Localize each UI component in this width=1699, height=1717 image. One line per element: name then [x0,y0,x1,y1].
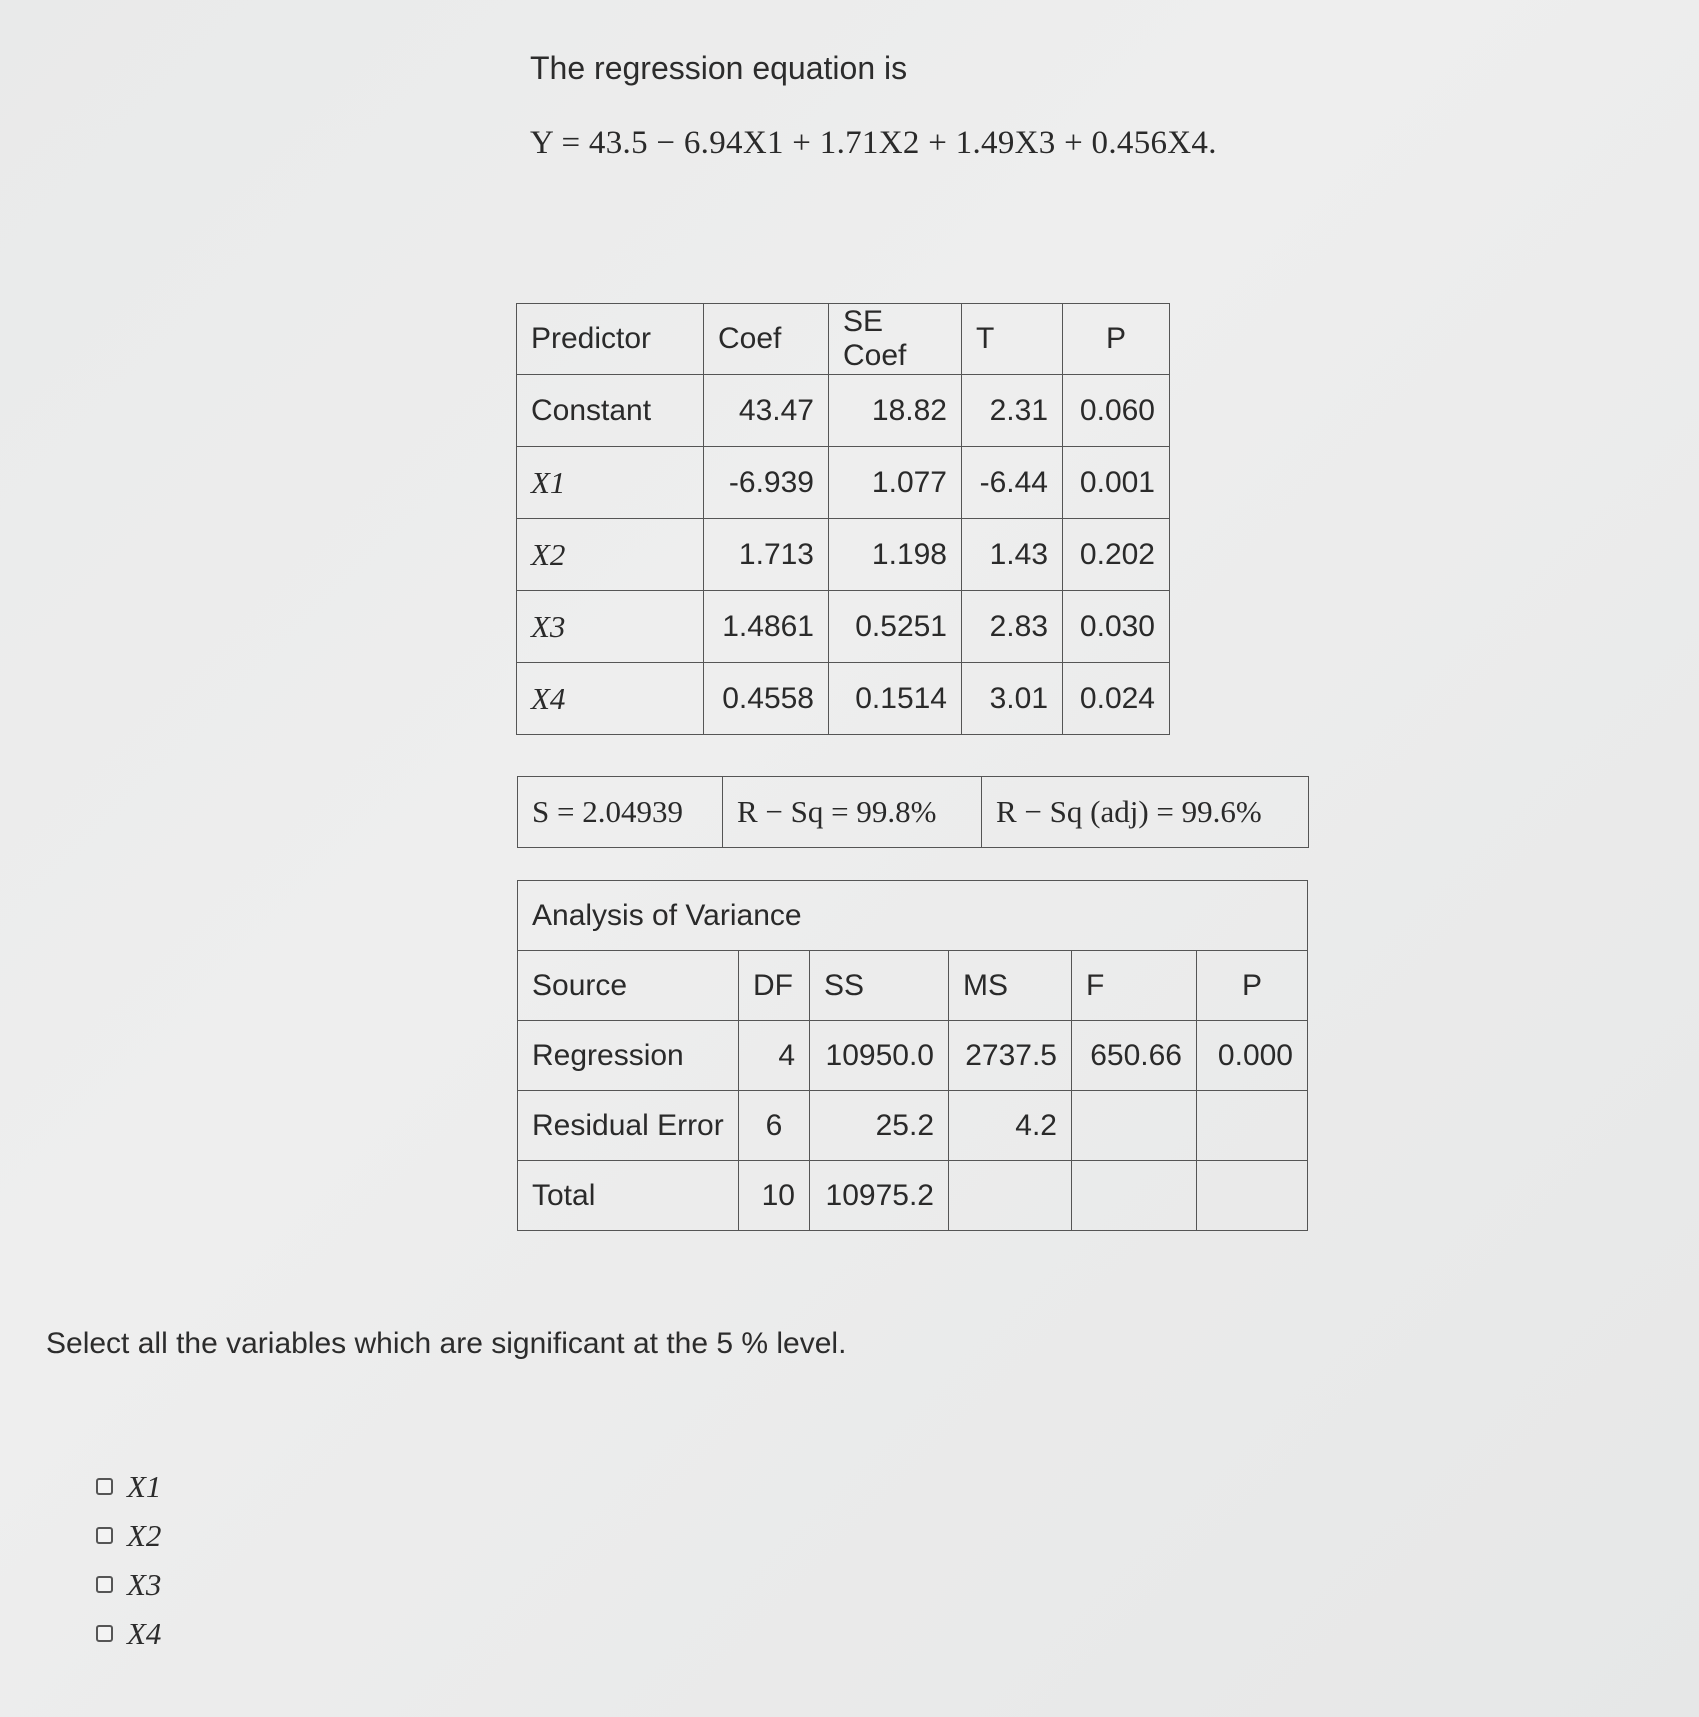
p-cell: 0.000 [1197,1021,1308,1091]
p-cell: 0.030 [1063,591,1170,663]
answer-options [96,1462,161,1658]
p-cell: 0.001 [1063,447,1170,519]
regression-equation: Y = 43.5 − 6.94X1 + 1.71X2 + 1.49X3 + 0.456X4. [530,125,1217,161]
df-cell: 4 [739,1021,810,1091]
intro-text: The regression equation is [530,50,908,86]
anova-table [517,880,1308,1231]
header-coef: Coef [704,304,829,375]
model-stats-table [517,776,1309,848]
header-ss: SS [810,951,949,1021]
header-se-coef: SE Coef [829,304,962,375]
p-cell: 0.024 [1063,663,1170,735]
se-coef-cell: 0.1514 [829,663,962,735]
r-sq-adj-value: R − Sq (adj) = 99.6% [982,777,1309,848]
predictor-cell: X3 [517,591,704,663]
anova-title: Analysis of Variance [518,881,1308,951]
table-row [517,519,1170,591]
table-row [517,591,1170,663]
coef-cell: 0.4558 [704,663,829,735]
p-cell [1197,1091,1308,1161]
ss-cell: 10950.0 [810,1021,949,1091]
table-row [518,1091,1308,1161]
r-sq-value: R − Sq = 99.8% [723,777,982,848]
table-row [517,447,1170,519]
predictor-cell: X1 [517,447,704,519]
checkbox-x2[interactable] [96,1527,113,1544]
predictor-cell: X4 [517,663,704,735]
checkbox-x4[interactable] [96,1625,113,1642]
table-row [517,663,1170,735]
option-label: X3 [127,1566,162,1602]
option-label: X4 [127,1615,162,1651]
option-x2[interactable] [96,1511,161,1560]
source-cell: Residual Error [518,1091,739,1161]
t-cell: 2.31 [962,375,1063,447]
header-ms: MS [949,951,1072,1021]
header-source: Source [518,951,739,1021]
se-coef-cell: 1.077 [829,447,962,519]
t-cell: 1.43 [962,519,1063,591]
df-cell: 6 [739,1091,810,1161]
header-df: DF [739,951,810,1021]
t-cell: -6.44 [962,447,1063,519]
option-label: X2 [127,1517,162,1553]
se-coef-cell: 18.82 [829,375,962,447]
p-cell: 0.202 [1063,519,1170,591]
ms-cell: 4.2 [949,1091,1072,1161]
anova-title-row [518,881,1308,951]
t-cell: 3.01 [962,663,1063,735]
p-cell: 0.060 [1063,375,1170,447]
option-x1[interactable] [96,1462,161,1511]
coef-cell: 1.4861 [704,591,829,663]
p-cell [1197,1161,1308,1231]
ss-cell: 10975.2 [810,1161,949,1231]
t-cell: 2.83 [962,591,1063,663]
coefficient-table-header [517,304,1170,375]
header-p: P [1197,951,1308,1021]
df-cell: 10 [739,1161,810,1231]
ss-cell: 25.2 [810,1091,949,1161]
f-cell: 650.66 [1072,1021,1197,1091]
ms-cell: 2737.5 [949,1021,1072,1091]
checkbox-x3[interactable] [96,1576,113,1593]
checkbox-x1[interactable] [96,1478,113,1495]
se-coef-cell: 0.5251 [829,591,962,663]
predictor-cell: X2 [517,519,704,591]
predictor-cell: Constant [517,375,704,447]
header-predictor: Predictor [517,304,704,375]
table-row [517,375,1170,447]
ms-cell [949,1161,1072,1231]
coef-cell: 43.47 [704,375,829,447]
option-label: X1 [127,1468,162,1504]
source-cell: Regression [518,1021,739,1091]
table-row [518,1161,1308,1231]
table-row [518,1021,1308,1091]
option-x4[interactable] [96,1609,161,1658]
coef-cell: 1.713 [704,519,829,591]
option-x3[interactable] [96,1560,161,1609]
coef-cell: -6.939 [704,447,829,519]
table-row [518,777,1309,848]
header-p: P [1063,304,1170,375]
question-prompt: Select all the variables which are significant at the 5 % level. [46,1327,847,1360]
source-cell: Total [518,1161,739,1231]
header-f: F [1072,951,1197,1021]
coefficient-table [516,303,1170,735]
header-t: T [962,304,1063,375]
anova-table-header [518,951,1308,1021]
f-cell [1072,1091,1197,1161]
s-value: S = 2.04939 [518,777,723,848]
f-cell [1072,1161,1197,1231]
se-coef-cell: 1.198 [829,519,962,591]
